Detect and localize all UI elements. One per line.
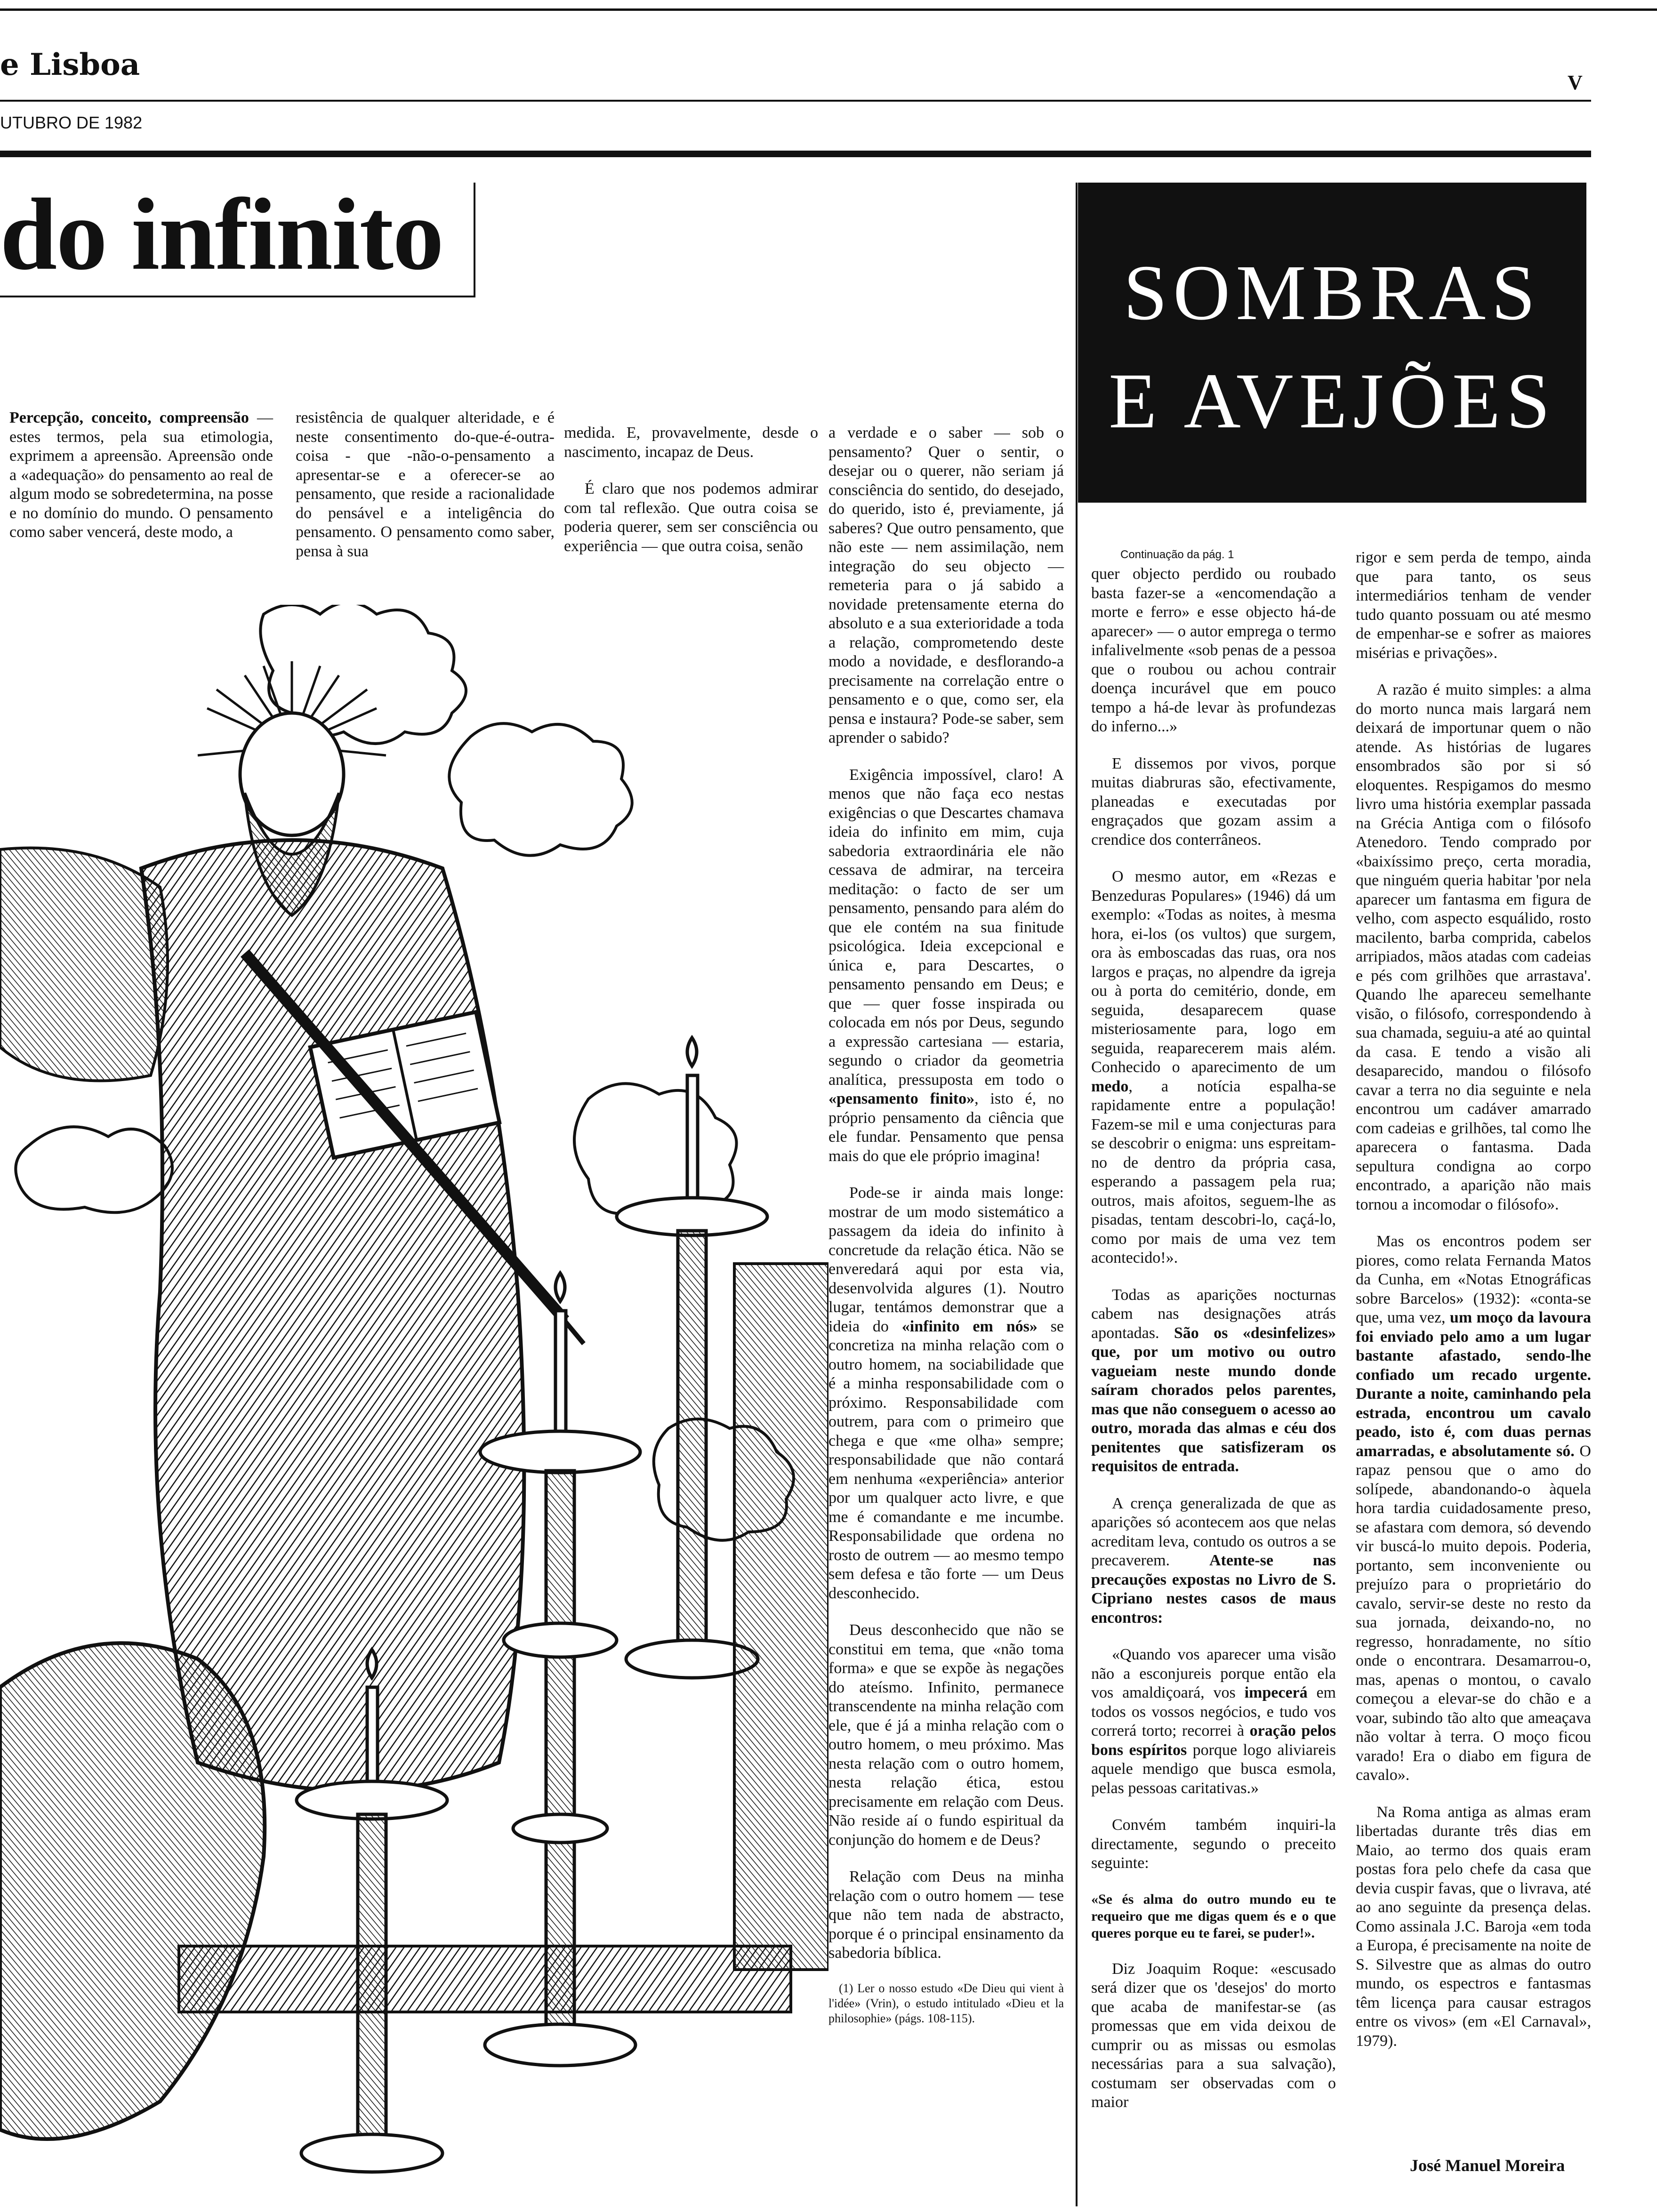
- paragraph: E dissemos por vivos, porque muitas diabruras são, efectivamente, planeadas e executadas por engraçados que gozam assim a crendice dos conterrâneos.: [1091, 754, 1336, 849]
- engraving-illustration: [0, 605, 828, 2205]
- lead-paragraph: [9, 409, 273, 542]
- paragraph: A crença generalizada de que as aparições só acontecem aos que nelas acreditam leva, contudo os outros a se precaverem. Atente-se nas precauções expostas no Livro de S. Cipriano nestes casos de maus encontros:: [1091, 1494, 1336, 1627]
- feature-title-box: [1078, 183, 1586, 503]
- headline-underline: [0, 296, 475, 297]
- paragraph: rigor e sem perda de tempo, ainda que para tanto, os seus intermediários tenham de vender tudo quanto possuam ou até mesmo de empenhar-se e sofrer as maiores misérias e privações».: [1356, 549, 1591, 662]
- paragraph: Mas os encontros podem ser piores, como relata Fernanda Matos da Cunha, em «Notas Etnográficas sobre Barcelos» (1932): «conta-se que, uma vez, um moço da lavoura foi enviado pelo amo a um lugar bastante afastado, sendo-lhe confiado um recado urgente. Durante a noite, caminhando pela estrada, encontrou um cavalo peado, isto é, com duas pernas amarradas, e absolutamente só. O rapaz pensou que o amo do solípede, abandonando-o àquela hora tardia cuidadosamente preso, se afastara com demora, só devendo vir buscá-lo muito depois. Poderia, portanto, sem inconveniente ou prejuízo para o proprietário do cavalo, servir-se deste no resto da sua jornada, deixando-no, no regresso, honradamente, no sítio onde o encontrara. Desamarrou-o, mas, apenas o montou, o cavalo começou a elevar-se do chão e a voar, subindo tão alto que ameaçava não voltar à terra. O moço ficou varado! Era o diabo em figura de cavalo».: [1356, 1233, 1591, 1784]
- paragraph: Todas as aparições nocturnas cabem nas designações atrás apontadas. São os «desinfelizes» que, por um motivo ou outro vagueiam neste mundo donde saíram chorados pelos parentes, mas que não conseguem o acesso ao outro, morada das almas e céu dos penitentes que satisfizeram os requisitos de entrada.: [1091, 1286, 1336, 1475]
- heavy-header-rule: [0, 151, 1591, 157]
- emphasis: medo: [1091, 1077, 1129, 1095]
- footnote: (1) Ler o nosso estudo «De Dieu qui vient à l'idée» (Vrin), o estudo intitulado «Dieu et la philosophie» (págs. 108-115).: [828, 1981, 1064, 2025]
- masthead-rule: [0, 100, 1591, 102]
- paragraph: medida. E, provavelmente, desde o nascimento, incapaz de Deus.: [564, 424, 818, 461]
- top-border-rule: [0, 8, 1657, 11]
- paragraph: resistência de qualquer alteridade, e é neste consentimento do-que-é-outra-coisa - que -não-o-pensamento a apresentar-se e a oferecer-se ao pensamento, que reside a racionalidade do pensável e a inteligência do pensamento. O pensamento como saber, pensa à sua: [296, 409, 555, 560]
- paragraph: Exigência impossível, claro! A menos que não faça eco nestas exigências o que Descartes chamava ideia do infinito em mim, cuja sabedoria extraordinária ele não cessava de admirar, na terceira meditação: o facto de ser um pensamento, pensando para além do que ele contém na sua finitude psicológica. Ideia excepcional e única e, para Descartes, o pensamento pensando em Deus; e que — quer fosse inspirada ou colocada em nós por Deus, segundo a expressão cartesiana — estaria, segundo o criador da geometria analítica, pressuposta em todo o «pensamento finito», isto é, no próprio pensamento da ciência que ele fundar. Pensamento que pensa mais do que ele próprio imagina!: [828, 766, 1064, 1165]
- article-column-2: [296, 409, 555, 579]
- paragraph: Convém também inquiri-la directamente, segundo o preceito seguinte:: [1091, 1816, 1336, 1872]
- article-column-6: [1356, 548, 1591, 2068]
- masthead-name: e Lisboa: [0, 47, 140, 82]
- emphasis: «pensamento finito»: [828, 1090, 975, 1107]
- paragraph: O mesmo autor, em «Rezas e Benzeduras Populares» (1946) dá um exemplo: «Todas as noites, à mesma hora, ei-los (os vultos) que surgem, ora às emboscadas das ruas, ora nos largos e praças, no alpendre da igreja ou à porta do cemitério, donde, em seguida, desaparecem quase misteriosamente para, logo em seguida, reaparecerem mais além. Conhecido o aparecimento de um medo, a notícia espalha-se rapidamente entre a população! Fazem-se mil e uma conjecturas para se descobrir o enigma: uns espreitam-no de dentro da própria casa, esperando a passagem pela rua; outros, mais afoitos, seguem-lhe as pisadas, tentam descobri-lo, caçá-lo, como por mais de uma vez tem acontecido!».: [1091, 868, 1336, 1266]
- article-column-3: [564, 424, 818, 574]
- lead-terms: Percepção, conceito, compreensão: [9, 409, 249, 426]
- emphasis: São os «desinfelizes» que, por um motivo ou outro vagueiam neste mundo donde saíram chorados pelos parentes, mas que não conseguem o acesso ao outro, morada das almas e céu dos penitentes que satisfizeram os requisitos de entrada.: [1091, 1324, 1336, 1475]
- continuation-note: Continuação da pág. 1: [1120, 548, 1234, 561]
- emphasis: «infinito em nós»: [901, 1317, 1038, 1335]
- paragraph: Na Roma antiga as almas eram libertadas durante três dias em Maio, ao termo dos quais eram postas fora pelo chefe da casa que devia cuspir favas, que o livrava, até ao ano seguinte da presença delas. Como assinala J.C. Baroja «em toda a Europa, é precisamente na noite de S. Silvestre que as almas do outro mundo, os espectros e fantasmas têm licença para causar estragos entre os vivos» (em «El Carnaval», 1979).: [1356, 1803, 1591, 2050]
- article-column-1: [9, 409, 273, 560]
- page-number: V: [1568, 71, 1583, 94]
- feature-title-line-1: SOMBRAS: [1123, 249, 1541, 337]
- lead-text: — estes termos, pela sua etimologia, exprimem a apreensão. Apreensão onde a «adequação» do pensamento ao real de algum modo se sobredetermina, na posse e no domínio do mundo. O pensamento como saber vencerá, deste modo, a: [9, 409, 273, 541]
- paragraph: quer objecto perdido ou roubado basta fazer-se a «encomendação a morte e ferro» e esse objecto há-de aparecer» — o autor emprega o termo infalivelmente «sob penas de a pessoa que o roubou ou achou contrair doença incurável que em pouco tempo a há-de levar às profundezas do inferno...»: [1091, 565, 1336, 735]
- paragraph: É claro que nos podemos admirar com tal reflexão. Que outra coisa se poderia querer, sem ser consciência ou experiência — que outra coisa, senão: [564, 480, 818, 555]
- article-headline: do infinito: [0, 178, 443, 291]
- paragraph: «Quando vos aparecer uma visão não a esconjureis porque então ela vos amaldiçoará, vos impecerá em todos os vossos negócios, e tudo vos correrá torto; recorrei à oração pelos bons espíritos porque logo aliviareis aquele mendigo que busca esmola, pelas pessoas caritativas.»: [1091, 1646, 1336, 1797]
- feature-title-line-2: E AVEJÕES: [1109, 357, 1556, 445]
- pull-quote: «Se és alma do outro mundo eu te requeiro que me digas quem és e o que queres porque eu te farei, se puder!».: [1091, 1891, 1336, 1941]
- column-divider: [1076, 183, 1078, 2206]
- paragraph: Pode-se ir ainda mais longe: mostrar de um modo sistemático a passagem da ideia do infinito à concretude da relação ética. Não se enveredará aqui por esta via, desenvolvida algures (1). Noutro lugar, tentámos demonstrar que a ideia do «infinito em nós» se concretiza na minha relação com o outro homem, na sociabilidade que é a minha responsabilidade com o próximo. Responsabilidade com outrem, para com o primeiro que chega e que «me olha» sempre; responsabilidade que não contará em nenhuma «experiência» anterior por um qualquer acto livre, e que me é comandante e me incumbe. Responsabilidade que ordena no rosto de outrem — ao mesmo tempo sem defesa e tão forte — um Deus desconhecido.: [828, 1184, 1064, 1602]
- paragraph: Deus desconhecido que não se constitui em tema, que «não toma forma» e que se expõe às negações do ateísmo. Infinito, permanece transcendente na minha relação com ele, que é já a minha relação com o outro homem, o meu próximo. Mas nesta relação com o outro homem, nesta relação ética, estou precisamente em relação com Deus. Não reside aí o fundo espiritual da conjunção do homem e de Deus?: [828, 1621, 1064, 1849]
- paragraph: Diz Joaquim Roque: «escusado será dizer que os 'desejos' do morto que acaba de manifestar-se (as promessas que em vida deixou de cumprir ou as missas ou esmolas necessárias para a sua salvação), costumam ser observadas com o maior: [1091, 1960, 1336, 2111]
- paragraph: a verdade e o saber — sob o pensamento? Quer o sentir, o desejar ou o querer, não seriam já consciência do sentido, do desejado, do querido, isto é, previamente, já saberes? Que outro pensamento, que não este — nem assimilação, nem integração do seu objecto — remeteria para o já sabido a novidade pretensamente eterna do absoluto e a sua exterioridade a toda a relação, comprometendo deste modo a novidade, e desflorando-a precisamente na correlação entre o pensamento e o que, como ser, ela pensa e instaura? Pode-se saber, sem aprender o sabido?: [828, 424, 1064, 746]
- headline-box-edge: [474, 183, 475, 297]
- author-signature: José Manuel Moreira: [1410, 2156, 1565, 2175]
- article-column-4: [828, 424, 1064, 2044]
- paragraph: Relação com Deus na minha relação com o outro homem — tese que não tem nada de abstracto, porque é o principal ensinamento da sabedoria bíblica.: [828, 1868, 1064, 1962]
- paragraph: A razão é muito simples: a alma do morto nunca mais largará nem deixará de importunar quem o não atende. As histórias de lugares ensombrados são por si só eloquentes. Respigamos do mesmo livro uma história exemplar passada na Grécia Antiga com o filósofo Atenedoro. Tendo comprado por «baixíssimo preço, certa moradia, que ninguém queria habitar 'por nela aparecer um fantasma em figura de velho, com aspecto esquálido, rosto macilento, barba comprida, cabelos arripiados, mãos atadas com cadeias e pés com grilhões que arrastava'. Quando lhe apareceu semelhante visão, o filósofo, correspondendo à sua chamada, seguiu-a até ao quintal da casa. E tendo a visão ali desaparecido, mandou o filósofo cavar a terra no dia seguinte e nela encontrou um cadáver amarrado com cadeias e grilhões, tal como lhe aparecera o fantasma. Dada sepultura condigna ao corpo encontrado, a aparição não mais tornou a incomodar o filósofo».: [1356, 681, 1591, 1213]
- emphasis: Atente-se nas precauções expostas no Livro de S. Cipriano nestes casos de maus encontros:: [1091, 1552, 1336, 1627]
- dateline: UTUBRO DE 1982: [0, 113, 143, 132]
- article-column-5: [1091, 565, 1336, 2130]
- emphasis: um moço da lavoura foi enviado pelo amo a um lugar bastante afastado, sendo-lhe confiado um recado urgente. Durante a noite, caminhando pela estrada, encontrou um cavalo peado, isto é, com duas pernas amarradas, e absolutamente só.: [1356, 1309, 1591, 1460]
